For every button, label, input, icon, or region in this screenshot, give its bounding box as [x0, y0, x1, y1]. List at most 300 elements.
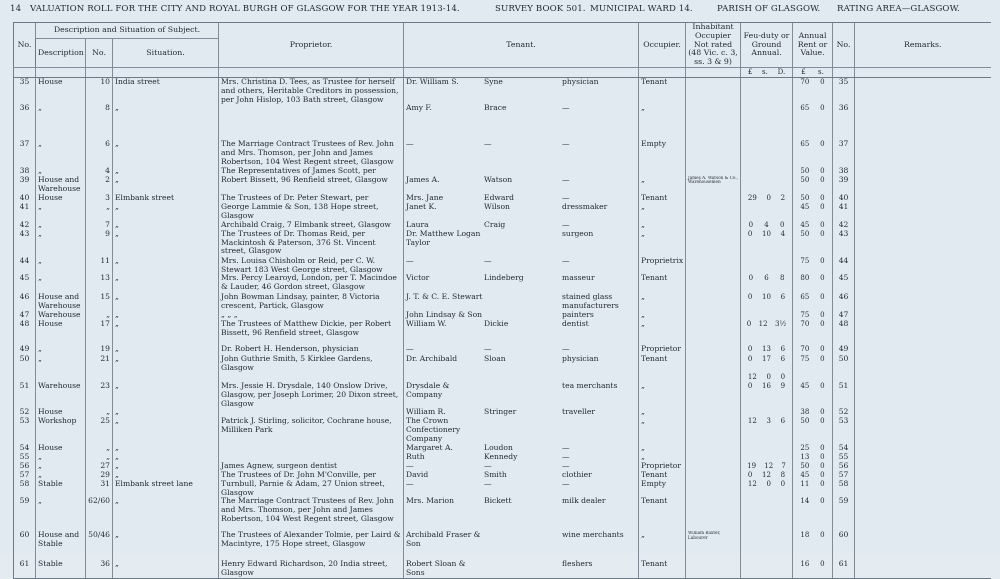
row-description: House and Warehouse [36, 293, 86, 311]
feu-pounds: 0 [748, 220, 754, 229]
row-number: 38 [14, 167, 36, 176]
row-remarks [855, 462, 991, 471]
row-number-repeat: 59 [833, 497, 855, 531]
annual-shillings: 0 [820, 345, 825, 354]
tenant-name: Mrs. Jane [406, 193, 444, 202]
table-row [14, 311, 991, 320]
feu-pence: 2 [780, 193, 786, 202]
row-remarks [855, 274, 991, 293]
row-description: House [36, 408, 86, 417]
row-tenant [404, 167, 639, 176]
row-occupier: Tenant [639, 194, 686, 203]
feu-shillings: 0 [766, 372, 771, 381]
feu-shillings: 3 [766, 417, 771, 426]
row-feuduty [741, 221, 793, 230]
row-description [36, 373, 86, 382]
annual-shillings: 0 [820, 256, 825, 265]
row-tenant [404, 471, 639, 480]
tenant-surname: Lindeberg [484, 274, 524, 283]
row-description: „ [36, 274, 86, 293]
row-remarks [855, 167, 991, 176]
row-house-number: 10 [86, 77, 113, 104]
annual-pounds: 65 [800, 140, 810, 149]
tenant-surname [484, 560, 562, 578]
row-tenant [404, 531, 639, 560]
row-description: „ [36, 453, 86, 462]
annual-pounds: 70 [800, 320, 810, 329]
tenant-occupation: fleshers [562, 560, 593, 569]
row-inhabitant [686, 194, 741, 203]
row-description: Stable [36, 480, 86, 498]
feu-pounds: 0 [747, 381, 753, 390]
row-annual-value [793, 176, 833, 194]
row-description: Warehouse [36, 382, 86, 408]
row-number: 37 [14, 140, 36, 166]
row-house-number: 13 [86, 274, 113, 293]
row-feuduty [741, 203, 793, 221]
row-description: Stable [36, 560, 86, 578]
row-annual-value [793, 257, 833, 275]
tenant-occupation: masseur [562, 274, 595, 283]
row-feuduty [741, 497, 793, 531]
row-proprietor: The Marriage Contract Trustees of Rev. John and Mrs. Thomson, per John and James Robertson, 104 West Regent street, Glasgow [219, 140, 404, 166]
row-tenant [404, 373, 639, 382]
row-number: 61 [14, 560, 36, 578]
row-proprietor: „ „ „ [219, 311, 404, 320]
tenant-occupation: stained glass manufacturers [562, 293, 619, 311]
row-number-repeat: 55 [833, 453, 855, 462]
row-annual-value [793, 417, 833, 443]
row-occupier [639, 167, 686, 176]
row-description: Warehouse [36, 311, 86, 320]
row-situation: „ [113, 408, 219, 417]
row-remarks [855, 221, 991, 230]
row-house-number: 6 [86, 140, 113, 166]
row-number-repeat: 35 [833, 77, 855, 104]
row-number: 49 [14, 345, 36, 355]
row-description: Workshop [36, 417, 86, 443]
row-inhabitant [686, 462, 741, 471]
table-row [14, 230, 991, 257]
row-number-repeat: 43 [833, 230, 855, 257]
row-annual-value [793, 408, 833, 417]
row-number: 55 [14, 453, 36, 462]
row-feuduty [741, 167, 793, 176]
feu-shillings: 0 [766, 479, 771, 488]
table-row [14, 408, 991, 417]
row-house-number: „ [86, 453, 113, 462]
row-situation: „ [113, 167, 219, 176]
row-number: 60 [14, 531, 36, 560]
inhabitant-note: William Baxter, Labourer [688, 531, 721, 540]
row-feuduty [741, 311, 793, 320]
row-house-number: 62/60 [86, 497, 113, 531]
row-house-number: 17 [86, 320, 113, 345]
tenant-surname [484, 382, 562, 400]
row-tenant [404, 140, 639, 166]
row-number: 53 [14, 417, 36, 443]
row-remarks [855, 311, 991, 320]
tenant-name: — [406, 256, 414, 265]
col-proprietor-header: Proprietor. [219, 23, 404, 68]
table-row [14, 382, 991, 408]
row-annual-value [793, 274, 833, 293]
tenant-surname [484, 531, 562, 549]
row-remarks [855, 320, 991, 345]
table-row [14, 355, 991, 373]
tenant-surname: Wilson [484, 202, 510, 211]
annual-shillings: 0 [820, 560, 825, 569]
row-inhabitant [686, 417, 741, 443]
row-remarks [855, 444, 991, 453]
row-inhabitant [686, 320, 741, 345]
annual-pounds: 38 [800, 408, 810, 417]
row-tenant [404, 311, 639, 320]
tenant-name: Margaret A. [406, 443, 453, 452]
row-proprietor: John Guthrie Smith, 5 Kirklee Gardens, Glasgow [219, 355, 404, 373]
col-inhabitant-header: Inhabitant Occupier Not rated (48 Vic. c. 3, ss. 3 & 9) [686, 23, 741, 68]
tenant-surname: Stringer [484, 408, 517, 417]
tenant-surname: Edward [484, 193, 514, 202]
row-inhabitant [686, 471, 741, 480]
row-inhabitant [686, 167, 741, 176]
row-tenant [404, 257, 639, 275]
table-row [14, 471, 991, 480]
table-row [14, 480, 991, 498]
row-number-repeat: 42 [833, 221, 855, 230]
row-occupier: „ [639, 408, 686, 417]
tenant-surname [484, 293, 562, 311]
col-description-group-header: Description and Situation of Subject. [36, 23, 219, 39]
tenant-occupation: wine merchants [562, 531, 624, 540]
row-feuduty [741, 373, 793, 382]
row-number-repeat: 57 [833, 471, 855, 480]
table-row [14, 444, 991, 453]
table-row [14, 77, 991, 104]
row-tenant [404, 480, 639, 498]
tenant-occupation [562, 417, 636, 443]
row-inhabitant [686, 345, 741, 355]
row-description: „ [36, 104, 86, 140]
annual-pounds: 50 [800, 417, 810, 426]
annual-pounds: 65 [800, 104, 810, 113]
annual-shillings: 0 [820, 166, 825, 175]
row-inhabitant [686, 77, 741, 104]
row-number [14, 373, 36, 382]
feu-pence: 4 [780, 229, 786, 238]
row-situation: Elmbank street [113, 194, 219, 203]
row-remarks [855, 355, 991, 373]
annual-shillings: 0 [820, 175, 825, 184]
annual-shillings: 0 [820, 461, 825, 470]
annual-shillings: 0 [820, 140, 825, 149]
row-tenant [404, 462, 639, 471]
row-house-number: 31 [86, 480, 113, 498]
row-house-number: 25 [86, 417, 113, 443]
col-annual-header: Annual Rent or Value. [793, 23, 833, 68]
row-occupier: Tenant [639, 471, 686, 480]
annual-shillings: 0 [820, 77, 825, 86]
feu-shillings: 17 [762, 355, 771, 364]
row-tenant [404, 104, 639, 140]
annual-pounds: 14 [800, 497, 810, 506]
row-annual-value [793, 230, 833, 257]
row-situation: „ [113, 257, 219, 275]
annual-pounds: 11 [800, 479, 810, 488]
row-situation: „ [113, 497, 219, 531]
feu-currency-row [743, 68, 790, 77]
table-row [14, 531, 991, 560]
row-inhabitant [686, 311, 741, 320]
table-row [14, 497, 991, 531]
table-row [14, 453, 991, 462]
row-occupier: „ [639, 453, 686, 462]
municipal-ward: MUNICIPAL WARD 14. [590, 4, 693, 14]
row-occupier: „ [639, 382, 686, 408]
row-description: „ [36, 345, 86, 355]
row-occupier: „ [639, 444, 686, 453]
table-row [14, 140, 991, 166]
roll-title: VALUATION ROLL FOR THE CITY AND ROYAL BURGH OF GLASGOW FOR THE YEAR 1913-14. [30, 4, 460, 14]
row-tenant [404, 382, 639, 408]
valuation-table [13, 22, 991, 579]
tenant-name: The Crown Confectionery Company [406, 417, 461, 443]
row-tenant [404, 355, 639, 373]
tenant-occupation: dentist [562, 320, 589, 329]
annual-pounds: 16 [800, 560, 810, 569]
row-number: 44 [14, 257, 36, 275]
tenant-occupation: — [562, 220, 570, 229]
row-feuduty [741, 230, 793, 257]
row-house-number: „ [86, 444, 113, 453]
parish: PARISH OF GLASGOW. [717, 4, 821, 14]
feu-pounds: 0 [747, 470, 753, 479]
row-feuduty [741, 471, 793, 480]
row-number-repeat: 38 [833, 167, 855, 176]
feu-pence: 6 [780, 417, 786, 426]
row-house-number: „ [86, 311, 113, 320]
row-proprietor: The Representatives of James Scott, per [219, 167, 404, 176]
feu-pence: 8 [780, 470, 786, 479]
row-inhabitant [686, 274, 741, 293]
row-annual-value [793, 373, 833, 382]
row-tenant [404, 345, 639, 355]
row-number: 42 [14, 221, 36, 230]
row-number: 47 [14, 311, 36, 320]
tenant-surname: Watson [484, 175, 513, 184]
row-description: „ [36, 471, 86, 480]
row-inhabitant [686, 560, 741, 578]
row-house-number: 7 [86, 221, 113, 230]
tenant-occupation: — [562, 193, 570, 202]
row-inhabitant [686, 453, 741, 462]
row-feuduty [741, 140, 793, 166]
row-proprietor [219, 373, 404, 382]
col-occupier-header: Occupier. [639, 23, 686, 68]
row-annual-value [793, 444, 833, 453]
annual-pounds: 50 [800, 229, 810, 238]
row-proprietor [219, 444, 404, 453]
row-number: 41 [14, 203, 36, 221]
row-proprietor: The Trustees of Dr. John M'Conville, per [219, 471, 404, 480]
page-header [0, 4, 1000, 18]
annual-pounds: 45 [800, 202, 810, 211]
annual-shillings: 0 [820, 229, 825, 238]
annual-shillings: 0 [820, 320, 825, 329]
row-number: 43 [14, 230, 36, 257]
tenant-surname: — [484, 140, 492, 149]
row-remarks [855, 531, 991, 560]
tenant-name: Archibald Fraser & Son [406, 531, 481, 549]
row-feuduty [741, 382, 793, 408]
tenant-occupation: — [562, 461, 570, 470]
row-inhabitant [686, 497, 741, 531]
shilling-symbol: s. [818, 67, 824, 76]
annual-pounds: 50 [800, 175, 810, 184]
row-feuduty [741, 345, 793, 355]
row-proprietor: Robert Bissett, 96 Renfield street, Glasgow [219, 176, 404, 194]
row-annual-value [793, 221, 833, 230]
row-proprietor: Mrs. Christina D. Tees, as Trustee for herself and others, Heritable Creditors in possession, per John Hislop, 103 Bath street, Glasgow [219, 77, 404, 104]
row-number-repeat: 51 [833, 382, 855, 408]
row-description: „ [36, 462, 86, 471]
row-remarks [855, 382, 991, 408]
row-feuduty [741, 176, 793, 194]
tenant-surname: Sloan [484, 355, 506, 364]
row-number-repeat: 54 [833, 444, 855, 453]
col-number-header: No. [86, 38, 113, 67]
col-description-header: Description [36, 38, 86, 67]
tenant-occupation: milk dealer [562, 497, 606, 506]
row-number: 45 [14, 274, 36, 293]
feu-shillings: 13 [762, 345, 771, 354]
row-proprietor: Mrs. Percy Learoyd, London, per T. Macindoe & Lauder, 46 Gordon street, Glasgow [219, 274, 404, 293]
row-number: 59 [14, 497, 36, 531]
row-number: 58 [14, 480, 36, 498]
row-tenant [404, 203, 639, 221]
row-inhabitant [686, 531, 741, 560]
row-tenant [404, 417, 639, 443]
annual-shillings: 0 [820, 220, 825, 229]
row-tenant [404, 560, 639, 578]
row-occupier: „ [639, 293, 686, 311]
row-situation: „ [113, 320, 219, 345]
row-proprietor: Mrs. Louisa Chisholm or Reid, per C. W. Stewart 183 West George street, Glasgow [219, 257, 404, 275]
table-row [14, 560, 991, 578]
row-situation: „ [113, 462, 219, 471]
annual-pounds: 45 [800, 381, 810, 390]
tenant-name: Ruth [406, 452, 425, 461]
row-number: 39 [14, 176, 36, 194]
row-feuduty [741, 355, 793, 373]
row-inhabitant [686, 176, 741, 194]
row-annual-value [793, 355, 833, 373]
row-number-repeat: 45 [833, 274, 855, 293]
row-inhabitant [686, 355, 741, 373]
annual-shillings: 0 [820, 193, 825, 202]
annual-pounds: 75 [800, 256, 810, 265]
feu-shillings: 12 [758, 320, 768, 329]
row-situation: „ [113, 230, 219, 257]
row-number: 51 [14, 382, 36, 408]
row-occupier: „ [639, 531, 686, 560]
row-description: „ [36, 257, 86, 275]
row-feuduty [741, 293, 793, 311]
feu-pence: 6 [780, 345, 786, 354]
row-number: 57 [14, 471, 36, 480]
annual-shillings: 0 [820, 104, 825, 113]
annual-shillings: 0 [820, 452, 825, 461]
tenant-occupation: physician [562, 355, 599, 364]
row-annual-value [793, 194, 833, 203]
row-inhabitant [686, 480, 741, 498]
tenant-name: Dr. William S. [406, 77, 459, 86]
row-description: „ [36, 167, 86, 176]
row-number-repeat: 41 [833, 203, 855, 221]
tenant-name: J. T. & C. E. Stewart [406, 293, 483, 302]
row-proprietor: Turnbull, Parnie & Adam, 27 Union street, Glasgow [219, 480, 404, 498]
row-inhabitant [686, 257, 741, 275]
row-feuduty [741, 320, 793, 345]
row-tenant [404, 77, 639, 104]
row-occupier: Tenant [639, 274, 686, 293]
row-occupier: „ [639, 203, 686, 221]
table-row [14, 257, 991, 275]
row-number: 54 [14, 444, 36, 453]
row-description: House [36, 444, 86, 453]
row-tenant [404, 221, 639, 230]
row-house-number [86, 373, 113, 382]
tenant-occupation: — [562, 175, 570, 184]
row-number: 36 [14, 104, 36, 140]
row-number-repeat: 47 [833, 311, 855, 320]
annual-pounds: 50 [800, 193, 810, 202]
row-annual-value [793, 382, 833, 408]
row-proprietor: Mrs. Jessie H. Drysdale, 140 Onslow Drive, Glasgow, per Joseph Lorimer, 20 Dixon street, Glasgow [219, 382, 404, 408]
row-house-number: 27 [86, 462, 113, 471]
tenant-surname [484, 230, 562, 248]
row-annual-value [793, 471, 833, 480]
tenant-occupation: surgeon [562, 229, 594, 238]
row-occupier: Proprietrix [639, 257, 686, 275]
row-description: „ [36, 203, 86, 221]
tenant-occupation: painters [562, 311, 594, 320]
row-situation: „ [113, 531, 219, 560]
annual-pounds: 70 [800, 345, 810, 354]
row-remarks [855, 104, 991, 140]
annual-shillings: 0 [820, 274, 825, 283]
col-situation-header: Situation. [113, 38, 219, 67]
row-remarks [855, 453, 991, 462]
row-annual-value [793, 293, 833, 311]
tenant-surname: — [484, 461, 492, 470]
annual-currency-row [795, 68, 830, 77]
row-remarks [855, 176, 991, 194]
survey-book: SURVEY BOOK 501. [495, 4, 586, 14]
row-feuduty [741, 77, 793, 104]
row-feuduty [741, 274, 793, 293]
row-number-repeat: 46 [833, 293, 855, 311]
row-situation: „ [113, 203, 219, 221]
row-number-repeat: 39 [833, 176, 855, 194]
row-remarks [855, 480, 991, 498]
tenant-surname: Syne [484, 77, 503, 86]
shilling-symbol: s. [762, 67, 768, 76]
row-inhabitant [686, 230, 741, 257]
table-row [14, 203, 991, 221]
feu-shillings: 10 [762, 229, 771, 238]
row-remarks [855, 194, 991, 203]
